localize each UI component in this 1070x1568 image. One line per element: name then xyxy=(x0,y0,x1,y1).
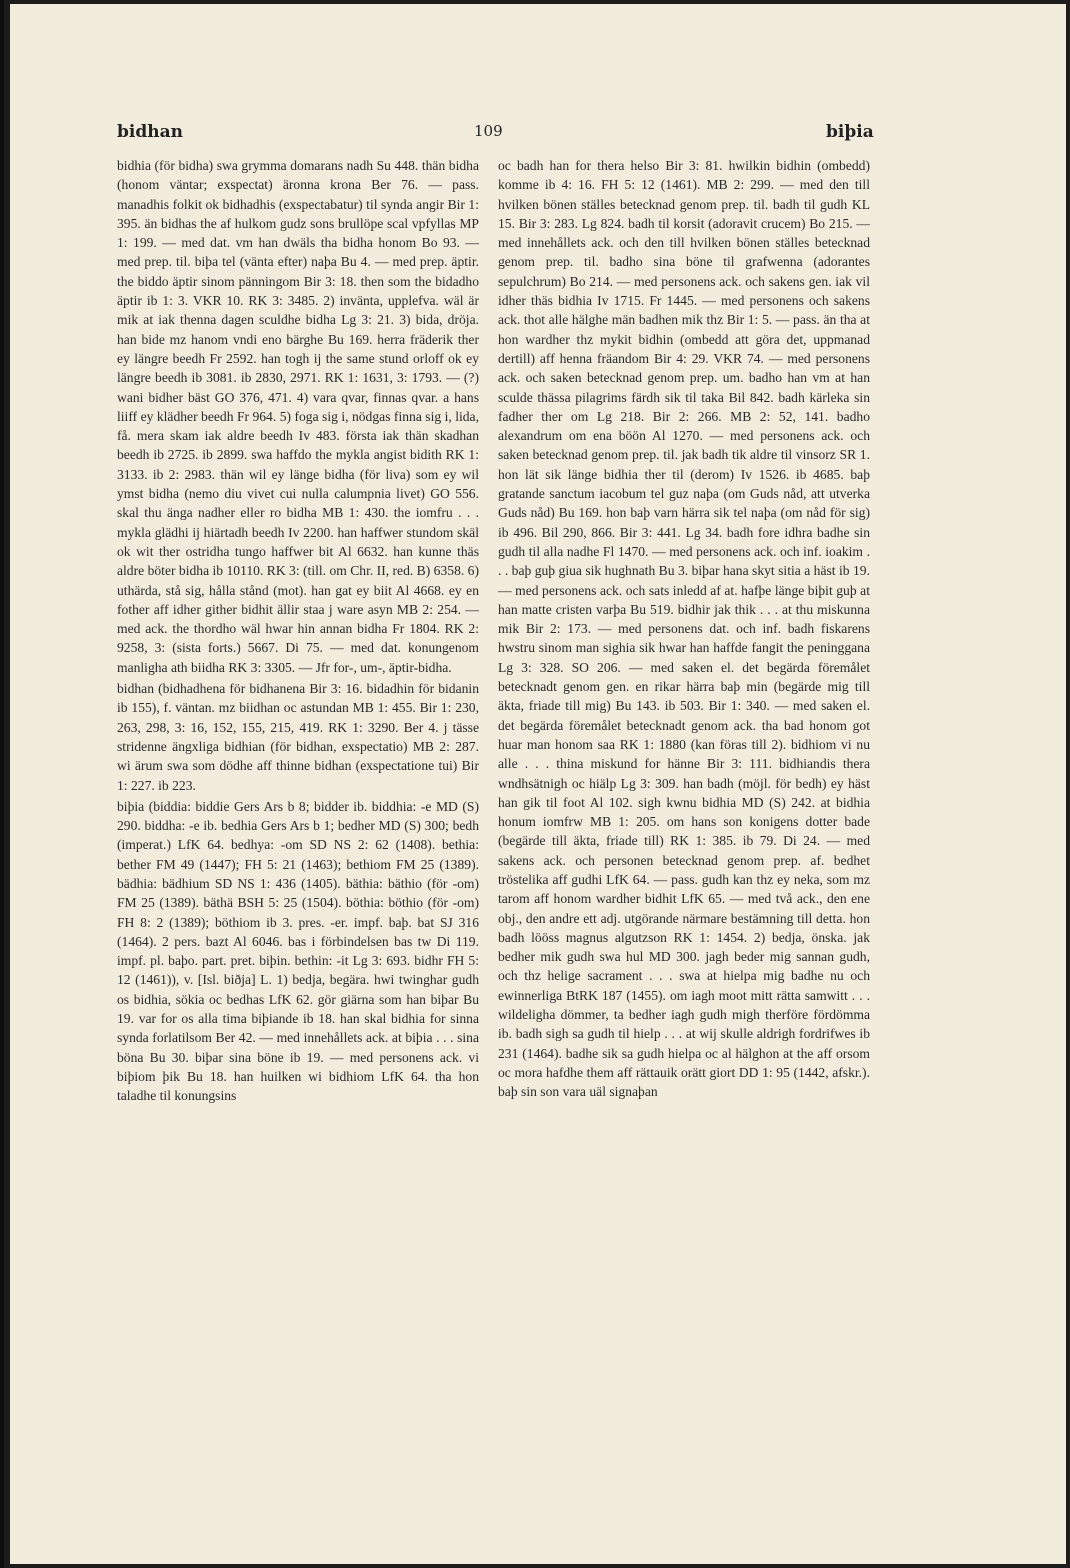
header-left-word: bidhan xyxy=(117,122,183,142)
right-column xyxy=(498,156,870,1102)
page-header xyxy=(10,122,1066,150)
entry-bidha: bidhia (för bidha) swa grymma domarans nadh Su 448. thän bidha (honom väntar; exspectat) äronna krona Ber 76. — pass. manadhis folkit ok bidhadhis (exspectabatur) til synda angir Bir 1: 395. än bidhas the af hulkom gudz sons brullöpe scal vpfyllas MP 1: 199. — med dat. vm han dwäls tha bidha honom Bo 93. — med prep. til. biþa tel (vänta efter) naþa Bu 4. — med prep. äptir. the biddo äptir sinom pänningom Bir 3: 18. then som the bidadho äptir ib 1: 3. VKR 10. RK 3: 3485. 2) invänta, upplefva. wäl är mik at iak thenna dagen sculdhe bidha Lg 3: 21. 3) bida, dröja. han bide mz hanom vndi eno bärghe Bu 169. herra fräderik ther ey längre beedh Fr 2592. han togh ij the same stund orloff ok ey längre beedh ib 3081. ib 2830, 2971. RK 1: 1631, 3: 1793. — (?) wani bidher bäst GO 376, 471. 4) vara qvar, finnas qvar. a hans liiff ey klädher beedh Fr 964. 5) foga sig i, nödgas finna sig i, lida, få. mera skam iak aldre beedh Iv 483. första iak thän skadhan beedh ib 2725. ib 2899. swa haffdo the mykla angist bidith RK 1: 3133. ib 2: 2983. thän wil ey länge bidha (för liva) som ey wil ymst bidha (nemo diu vivet cui nulla calumpnia livet) GO 556. skal thu änga nadher eller ro bidha MB 1: 430. the iomfru . . . mykla glädhi ij hiärtadh beedh Iv 2200. han haffwer stundom skäl ok wit ther ostridha tungo haffwer bit Al 6632. han kunne thäs aldre böter bidha ib 10110. RK 3: (till. om Chr. II, red. B) 6358. 6) uthärda, stå sig, hålla stånd (mot). han gat ey biit Al 4668. ey en fother aff idher gither bidhit ällir staa j ware asyn MB 2: 254. — med ack. the thordho wäl hwar hin annan bidha Fr 1804. RK 2: 9258, 3: (sista forts.) 5667. Di 75. — med dat. konungenom manligha ath biidha RK 3: 3305. — Jfr for-, um-, äptir-bidha. xyxy=(117,158,479,675)
page-number: 109 xyxy=(474,122,503,140)
scan-edge xyxy=(0,0,4,1568)
entry-bithia-continued: oc badh han for thera helso Bir 3: 81. hwilkin bidhin (ombedd) komme ib 4: 16. FH 5: 12 (1461). MB 2: 299. — med den till hvilken bönen ställes betecknad genom prep. til. badh til gudh KL 15. Bir 3: 283. Lg 824. badh til korsit (adoravit crucem) Bo 215. — med innehållets ack. och den till hvilken bönen ställes betecknad genom prep. til. badho sina böne til grafwenna (adorantes sepulchrum) Bo 214. — med personens ack. och sakens gen. iak vil idher thäs bidhia Iv 1715. Fr 1445. — med personens och sakens ack. thot alle hälghe män badhen mik thz Bir 1: 5. — pass. än tha at hon wardher thz mykit bidhin (ombedd att göra det, uppmanad dertill) aff henna fräandom Bir 4: 29. VKR 74. — med personens ack. och saken betecknad genom prep. um. badho han vm at han sculde thässa pilagrims färdh sik til taka Bil 842. badh kärleka sin fadher ther om Lg 218. Bir 2: 266. MB 2: 52, 141. badho alexandrum om ena böön Al 1270. — med personens ack. och saken betecknad genom prep. til. jak badh tik aldre til vinsorz SR 1. hon lät sik länge bidhia ther til (derom) Iv 1526. ib 4685. baþ gratande sanctum iacobum tel guz naþa (om Guds nåd, att utverka Guds nåd) Bu 169. hon baþ varn härra sik tel naþa (om nåd för sig) ib 496. Bil 290, 866. Bir 3: 441. Lg 34. badh fore idhra badhe sin gudh til alla nadhe Fl 1470. — med personens ack. och inf. ioakim . . . baþ guþ giua sik hughnath Bu 3. biþar hana skyt sitia a häst ib 19. — med personens ack. och sats inledd af at. hafþe länge biþit guþ at han matte cristen varþa Bu 519. bidhir jak thik . . . at thu miskunna mik Bir 2: 173. — med personens dat. och inf. badh fiskarens hwstru sinom man sighia sik hwar han haffde fangit the peninggana Lg 3: 328. SO 206. — med saken el. det begärda föremålet betecknadt genom gen. en rikar härra baþ min (begärde mig till äkta, friade till mig) Bu 143. ib 503. Bir 1: 340. — med saken el. det begärda föremålet betecknadt genom ack. tha bad honom got huar man honom saa RK 1: 1880 (kan föras till 2). bidhiom vi nu alle . . . thina miskund for hänne Bir 3: 111. bidhiandis thera wndhsätnigh oc hiälp Lg 3: 309. han badh (möjl. för bedh) ey häst han gik til foot Al 102. sigh kwnu bidhia MD (S) 242. at bidhia honum iomfrw MB 1: 205. om hans son konigens dotter bade (begärde till äkta, friade till) RK 1: 385. ib 79. Di 24. — med sakens ack. och personen betecknad genom prep. af. bedhet tröstelika aff gudhi LfK 64. — pass. gudh kan thz ey neka, som mz tarom aff honom wardher bidhit LfK 65. — med två ack., den ene obj., den andre ett adj. utgörande närmare bestämning till detta. hon badh lööss magnus algutzson RK 1: 1454. 2) bedja, önska. jak bedher mik gudh swa hul MD 300. jagh beder mig sannan gudh, och thz helige sacrament . . . swa at hielpa mig badhe nu och ewinnerliga BtRK 187 (1455). om iagh moot mitt rätta samwitt . . . wildeligha dömmer, ta bedher iagh gudh migh therföre fördömma ib. badh sigh sa gudh til hielp . . . at wij skulle aldrigh fordrifwes ib 231 (1464). badhe sik sa gudh hielpa oc al hälghon at the aff orsom oc mora hafdhe them aff rättauik orätt giort DD 1: 95 (1442, afskr.). baþ sin son vara uäl signaþan xyxy=(498,158,870,1100)
entry-bidhan: bidhan (bidhadhena för bidhanena Bir 3: 16. bidadhin för bidanin ib 155), f. väntan. mz biidhan oc astundan MB 1: 455. Bir 1: 230, 263, 298, 3: 16, 152, 155, 215, 419. RK 1: 3290. Ber 4. j tässe stridenne ängxliga bidhian (för bidhan, exspectatio) MB 2: 287. wi ärum swa som dödhe aff thinne bidhan (exspectatione tui) Bir 1: 227. ib 223. xyxy=(117,681,479,793)
dictionary-page xyxy=(10,4,1066,1564)
header-right-word: biþia xyxy=(826,122,874,142)
left-column xyxy=(117,156,479,1106)
entry-bithia: biþia (biddia: biddie Gers Ars b 8; bidder ib. biddhia: -e MD (S) 290. biddha: -e ib. bedhia Gers Ars b 1; bedher MD (S) 300; bedh (imperat.) LfK 64. bedhya: -om SD NS 2: 62 (1408). bethia: bether FM 49 (1447); FH 5: 21 (1463); bethiom FM 25 (1389). bädhia: bädhium SD NS 1: 436 (1405). bäthia: bäthio (för -om) FM 25 (1389). bäthä BSH 5: 25 (1504). böthia: böthio (för -om) FH 8: 2 (1389); böthiom ib 3. pres. -er. impf. baþ. bat SJ 316 (1464). 2 pers. bazt Al 6046. bas i förbindelsen bas tw Di 119. impf. pl. baþo. part. pret. biþin. bethin: -it Lg 3: 693. bidhr FH 5: 12 (1461)), v. [Isl. biðja] L. 1) bedja, begära. hwi twinghar gudh os bidhia, sökia oc bedhas LfK 62. gör giärna som han biþar Bu 19. var for os alla tima biþiande ib 18. han skal bidhia for sinna synda forlatilsom Ber 42. — med innehållets ack. at biþia . . . sina böna Bu 30. biþar sina böne ib 19. — med personens ack. vi biþiom þik Bu 18. han huilken wi bidhiom LfK 64. tha hon taladhe til konungsins xyxy=(117,798,479,1104)
